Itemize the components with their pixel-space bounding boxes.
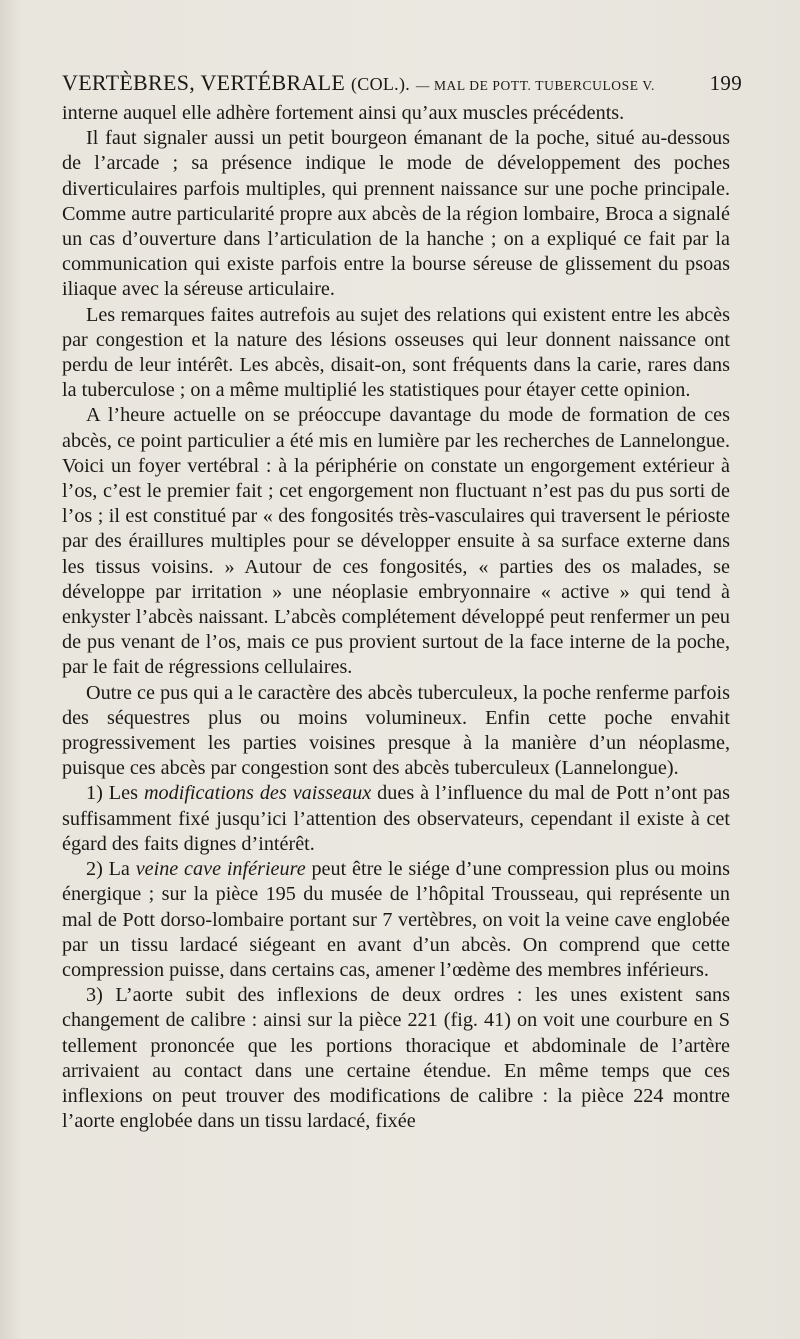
paragraph <box>62 983 730 1134</box>
paragraph <box>62 403 730 680</box>
header-subtitle: — MAL DE POTT. TUBERCULOSE V. <box>415 78 655 93</box>
paragraph-text: peut être le siége d’une compression plus ou moins énergique ; sur la pièce 195 du musée de l’hôpital Trousseau, qui représente un mal de Pott dorso-lombaire portant sur 7 vertèbres, on voit la veine cave englobée par un tissu lardacé siégeant en avant d’un abcès. On comprend que cette compression puisse, dans certains cas, amener l’œdème des membres inférieurs. <box>62 858 730 981</box>
paragraph-text: 3) L’aorte subit des inflexions de deux ordres : les unes existent sans changement de calibre : ainsi sur la pièce 221 (fig. 41) on voit une courbure en S tellement prononcée que les portions thoracique et abdominale de l’artère arrivaient au contact dans une certaine étendue. En même temps que ces inflexions on peut trouver des modifications de calibre : la pièce 224 montre l’aorte englobée dans un tissu lardacé, fixée <box>62 984 730 1133</box>
header-title: VERTÈBRES, VERTÉBRALE <box>62 70 346 95</box>
paragraph-text: Il faut signaler aussi un petit bourgeon émanant de la poche, situé au-dessous de l’arcade ; sa présence indique le mode de développement des poches diverticulaires parfois multiples, qui prennent naissance sur une poche principale. Comme autre particularité propre aux abcès de la région lombaire, Broca a signalé un cas d’ouverture dans l’articulation de la hanche ; on a expliqué ce fait par la communication qui existe parfois entre la bourse séreuse de glissement du psoas iliaque avec la séreuse articulaire. <box>62 127 730 301</box>
paragraph-text: Outre ce pus qui a le caractère des abcès tuberculeux, la poche renferme parfois des séquestres plus ou moins volumineux. Enfin cette poche envahit progressivement les parties voisines presque à la manière d’un néoplasme, puisque ces abcès par congestion sont des abcès tuberculeux (Lannelongue). <box>62 681 730 780</box>
italic-text: veine cave inférieure <box>135 858 306 881</box>
paragraph-text: 1) Les <box>86 782 144 805</box>
header-title-group <box>62 70 655 96</box>
paragraph <box>62 303 730 404</box>
paragraph-text: 2) La <box>86 858 136 881</box>
running-header <box>62 70 742 96</box>
header-col: (COL.). <box>350 74 411 94</box>
paragraph <box>62 681 730 782</box>
paragraph <box>62 857 730 983</box>
paragraph <box>62 781 730 857</box>
paragraph <box>62 101 730 126</box>
paragraph-text: A l’heure actuelle on se préoccupe davantage du mode de formation de ces abcès, ce point particulier a été mis en lumière par les recherches de Lannelongue. Voici un foyer vertébral : à la périphérie on constate un engorgement extérieur à l’os, c’est le premier fait ; cet engorgement non fluctuant n’est pas du pus sorti de l’os ; il est constitué par « des fongosités très-vasculaires qui traversent le périoste par des éraillures multiples pour se développer ensuite à sa surface externe dans les tissus voisins. » Autour de ces fongosités, « parties des os malades, se développe par irritation » une néoplasie embryonnaire « active » qui tend à enkyster l’abcès naissant. L’abcès complétement développé peut renfermer un peu de pus venant de l’os, mais ce pus provient surtout de la face interne de la poche, par le fait de régressions cellulaires. <box>62 404 730 679</box>
paragraph <box>62 126 730 302</box>
italic-text: modifications des vaisseaux <box>143 782 372 805</box>
paragraph-text: interne auquel elle adhère fortement ainsi qu’aux muscles précédents. <box>62 102 625 124</box>
paragraph-text: dues à l’influence du mal de Pott n’ont pas suffisamment fixé jusqu’ici l’attention des observateurs, cependant il existe à cet égard des faits dignes d’intérêt. <box>62 782 730 855</box>
body-text <box>62 101 730 1134</box>
page-number: 199 <box>709 71 742 95</box>
paragraph-text: Les remarques faites autrefois au sujet des relations qui existent entre les abcès par congestion et la nature des lésions osseuses qui leur donnent naissance ont perdu de leur intérêt. Les abcès, disait-on, sont fréquents dans la carie, rares dans la tuberculose ; on a même multiplié les statistiques pour étayer cette opinion. <box>62 303 730 402</box>
